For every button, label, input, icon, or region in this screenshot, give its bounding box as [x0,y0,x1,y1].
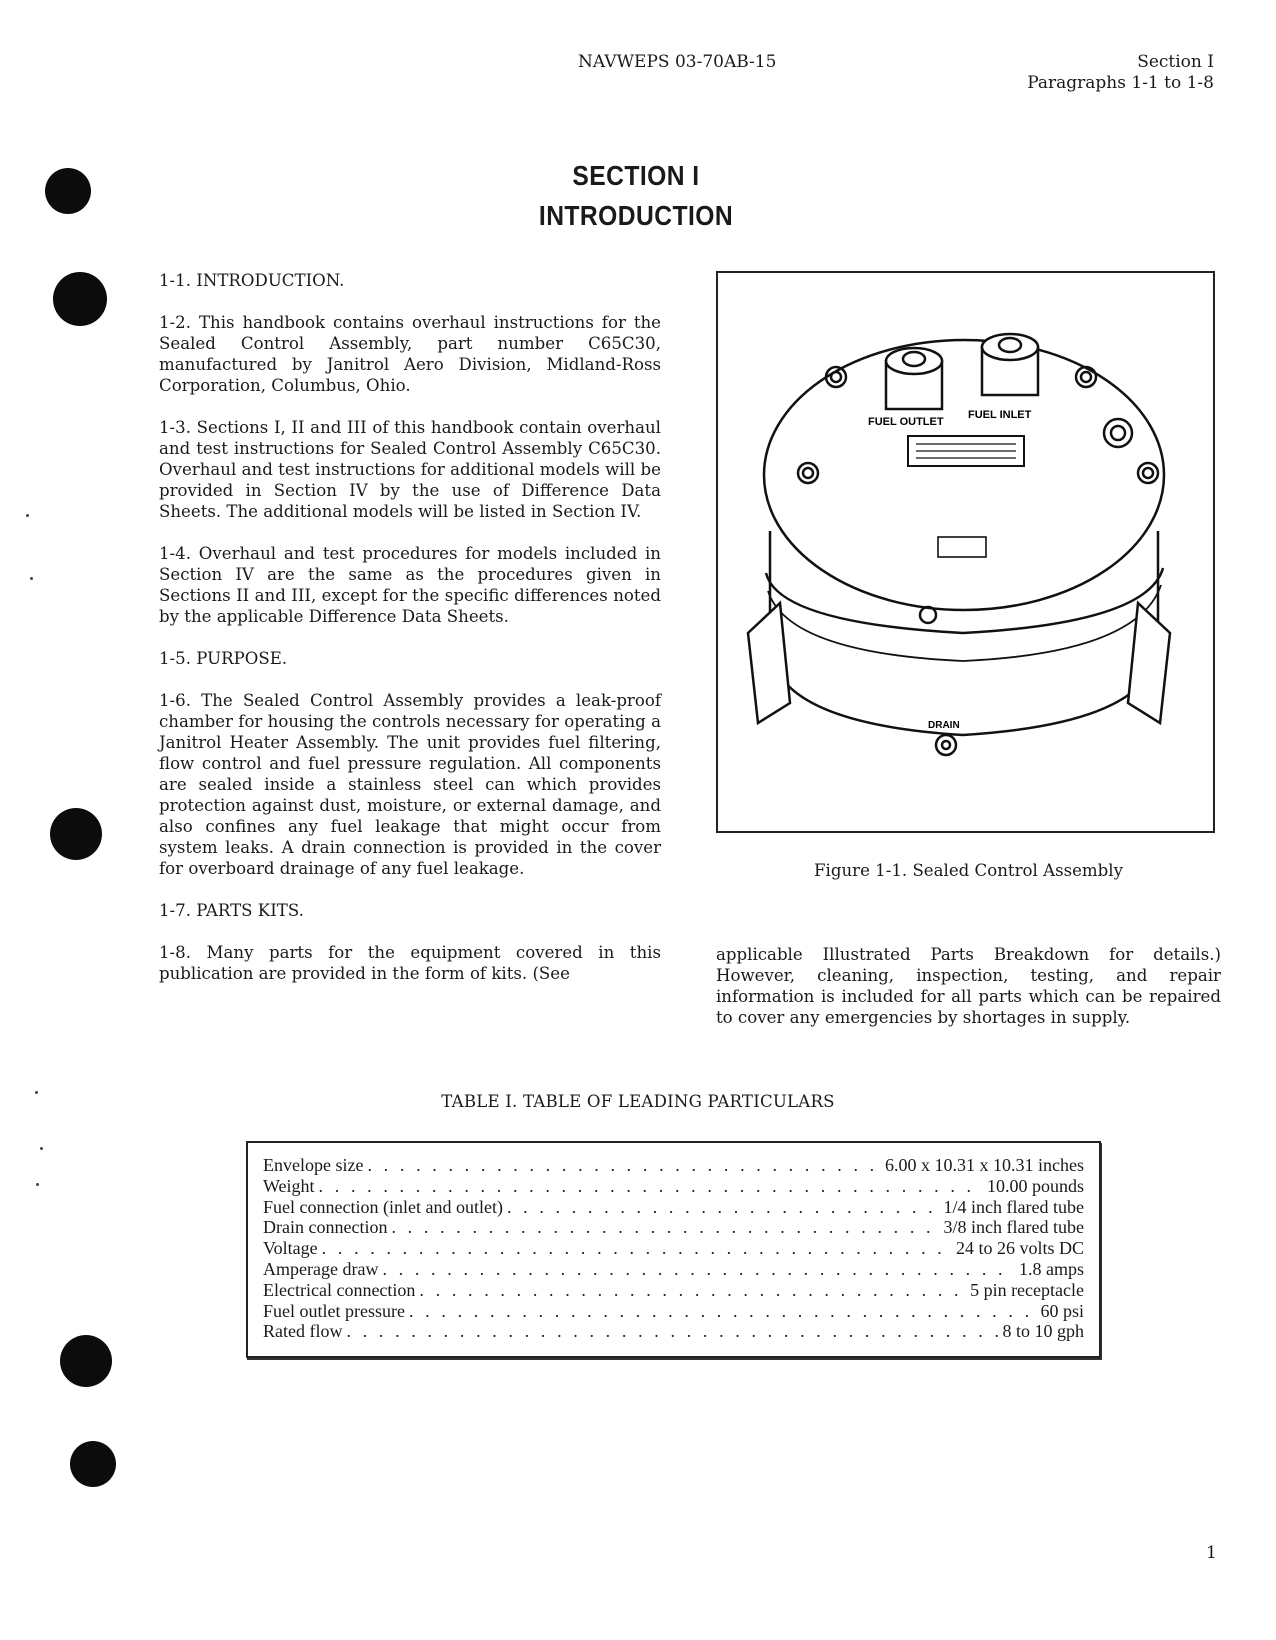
row-label: Envelope size [263,1155,364,1175]
row-value: 24 to 26 volts DC [955,1238,1084,1259]
figure-caption: Figure 1-1. Sealed Control Assembly [814,861,1123,880]
label-fuel-outlet: FUEL OUTLET [868,416,944,428]
label-drain: DRAIN [928,720,960,731]
binder-hole [70,1441,116,1487]
row-value: 60 psi [1040,1300,1084,1321]
paragraph-1-7: 1-7. PARTS KITS. [159,901,304,920]
leader-dots [507,1197,940,1218]
row-label: Voltage [263,1238,318,1259]
table-row [263,1321,1084,1342]
table-row [263,1259,1084,1280]
table-row [263,1197,1084,1218]
row-value: 1.8 amps [1019,1258,1084,1279]
row-value: 5 pin receptacle [970,1279,1084,1300]
row-value: 8 to 10 gph [1002,1321,1084,1342]
scan-speck [30,577,33,580]
row-label: Drain connection [263,1217,388,1238]
paragraph-1-8: 1-8. Many parts for the equipment covered in this publication are provided in the form of kits. (See [159,943,661,983]
document-number: NAVWEPS 03-70AB-15 [578,52,777,72]
label-fuel-inlet: FUEL INLET [968,409,1032,421]
row-value: 1/4 inch flared tube [943,1196,1084,1217]
table-row [263,1238,1084,1259]
row-label: Electrical connection [263,1279,416,1300]
paragraph-1-1: 1-1. INTRODUCTION. [159,271,345,290]
table-row [263,1301,1084,1322]
paragraph-range: Paragraphs 1-1 to 1-8 [1027,73,1214,93]
table-row [263,1155,1084,1176]
section-reference [1027,52,1214,94]
table-row [263,1280,1084,1301]
leader-dots [319,1176,983,1197]
leader-dots [346,1321,998,1342]
leader-dots [322,1238,952,1259]
binder-hole [53,272,107,326]
table-row [263,1217,1084,1238]
paragraph-1-5: 1-5. PURPOSE. [159,649,288,668]
row-label: Fuel connection (inlet and outlet) [263,1196,503,1217]
paragraph-1-2: 1-2. This handbook contains overhaul instructions for the Sealed Control Assembly, part number C65C30, manufactured by Janitrol Aero Division, Midland-Ross Corporation, Columbus, Ohio. [159,313,661,395]
section-label: Section I [1137,52,1214,72]
paragraph-1-8-continued: applicable Illustrated Parts Breakdown for details.) However, cleaning, inspection, testing, and repair information is included for all parts which can be repaired to cover any emergencies by shortages in supply. [716,945,1221,1027]
leader-dots [391,1217,939,1238]
row-label: Weight [263,1175,315,1196]
row-value: 6.00 x 10.31 x 10.31 inches [885,1155,1084,1175]
table-row [263,1176,1084,1197]
row-value: 3/8 inch flared tube [943,1217,1084,1238]
row-label: Rated flow [263,1321,343,1342]
leader-dots [419,1280,966,1301]
leader-dots [382,1259,1015,1280]
page-number: 1 [1206,1543,1217,1563]
row-label: Amperage draw [263,1258,379,1279]
figure-frame [716,271,1215,833]
table-title: TABLE I. TABLE OF LEADING PARTICULARS [441,1092,835,1111]
row-value: 10.00 pounds [986,1175,1084,1196]
scan-speck [26,514,29,517]
binder-hole [50,808,102,860]
left-column [159,270,661,1005]
paragraph-1-3: 1-3. Sections I, II and III of this handbook contain overhaul and test instructions for Sealed Control Assembly C65C30. Overhaul and test instructions for additional models will be provided in Section IV by the use of Difference Data Sheets. The additional models will be listed in Section IV. [159,418,661,521]
paragraph-1-4: 1-4. Overhaul and test procedures for models included in Section IV are the same as the procedures given in Sections II and III, except for the specific differences noted by the applicable Difference Data Sheets. [159,544,661,626]
scan-speck [40,1147,43,1150]
sealed-control-assembly-illustration [718,273,1213,831]
leading-particulars-table [246,1141,1101,1358]
scan-speck [36,1183,39,1186]
leader-dots [367,1155,881,1176]
row-label: Fuel outlet pressure [263,1300,405,1321]
paragraph-1-6: 1-6. The Sealed Control Assembly provides a leak-proof chamber for housing the controls necessary for operating a Janitrol Heater Assembly. The unit provides fuel filtering, flow control and fuel pressure regulation. All components are sealed inside a stainless steel can which provides protection against dust, moisture, or external damage, and also confines any fuel leakage that might occur from system leaks. A drain connection is provided in the cover for overboard drainage of any fuel leakage. [159,691,661,878]
section-subtitle: INTRODUCTION [538,200,734,231]
section-title: SECTION I [572,160,700,191]
binder-hole [60,1335,112,1387]
leader-dots [409,1301,1037,1322]
